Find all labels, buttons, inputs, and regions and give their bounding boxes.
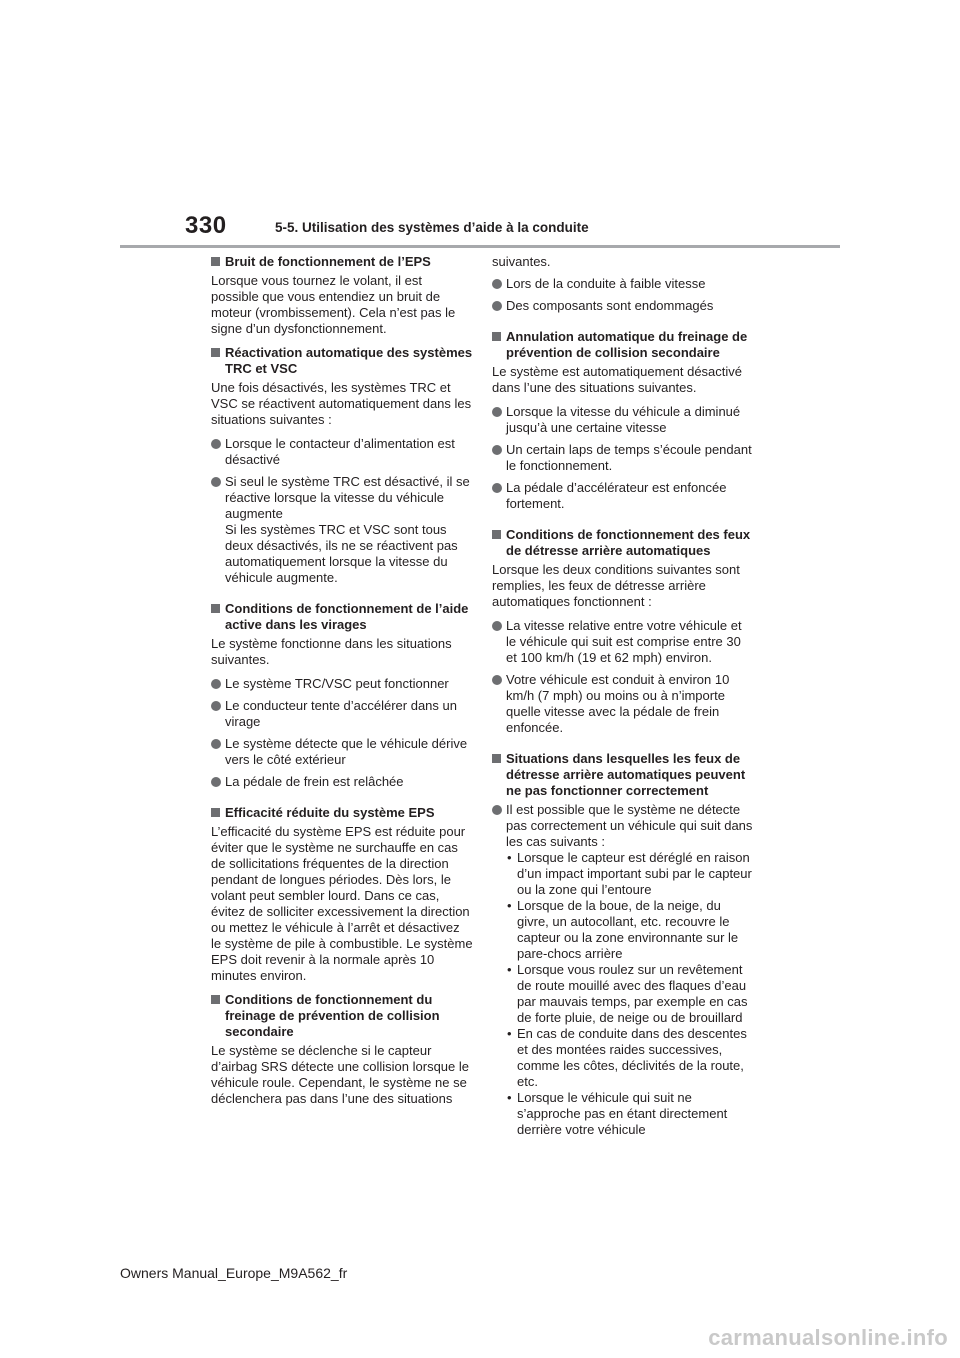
round-bullet-icon <box>492 483 502 493</box>
list-item <box>492 802 754 1138</box>
bullet-text: Un certain laps de temps s’écoule pendant le fonctionnement. <box>506 442 752 473</box>
round-bullet-icon <box>492 407 502 417</box>
bullet-text: Si seul le système TRC est désactivé, il se réactive lorsque la vitesse du véhicule augmente <box>225 474 470 521</box>
round-bullet-icon <box>492 445 502 455</box>
list-item <box>492 442 754 474</box>
round-bullet-icon <box>211 439 221 449</box>
list-item <box>492 298 754 314</box>
round-bullet-icon <box>492 675 502 685</box>
list-item <box>492 672 754 736</box>
bullet-text: Il est possible que le système ne détecte pas correctement un véhicule qui suit dans les cas suivants : <box>506 802 753 849</box>
sub-list-item: • Lorsque de la boue, de la neige, du givre, un autocollant, etc. recouvre le capteur ou la zone environnante sur le pare-chocs arrière <box>506 898 754 962</box>
page-header <box>0 0 960 250</box>
list-item <box>492 404 754 436</box>
heading-text: Conditions de fonctionnement du freinage de prévention de collision secondaire <box>225 992 440 1039</box>
heading-text: Conditions de fonctionnement des feux de détresse arrière automatiques <box>506 527 751 558</box>
list-item <box>492 276 754 292</box>
page-number: 330 <box>185 212 227 239</box>
right-column <box>492 254 754 1144</box>
round-bullet-icon <box>211 739 221 749</box>
square-bullet-icon <box>211 995 220 1004</box>
bullet-extra-text: Si les systèmes TRC et VSC sont tous deux désactivés, ils ne se réactivent pas automatiquement lorsque la vitesse du véhicule augmente. <box>225 522 458 585</box>
heading-hazard-failure <box>492 751 754 799</box>
list-item <box>211 774 473 790</box>
paragraph-trc-vsc: Une fois désactivés, les systèmes TRC et VSC se réactivent automatiquement dans les situations suivantes : <box>211 380 472 427</box>
sub-list-item: • Lorsque le véhicule qui suit ne s’approche pas en étant directement derrière votre véhicule <box>506 1090 754 1138</box>
square-bullet-icon <box>211 348 220 357</box>
section-title: 5-5. Utilisation des systèmes d’aide à la conduite <box>275 220 589 235</box>
paragraph-hazard-conditions: Lorsque les deux conditions suivantes sont remplies, les feux de détresse arrière automatiques fonctionnent : <box>492 562 740 609</box>
round-bullet-icon <box>211 777 221 787</box>
bullet-text: La vitesse relative entre votre véhicule et le véhicule qui suit est comprise entre 30 et 100 km/h (19 et 62 mph) environ. <box>506 618 742 665</box>
heading-text: Réactivation automatique des systèmes TRC et VSC <box>225 345 473 376</box>
heading-text: Efficacité réduite du système EPS <box>225 805 435 820</box>
heading-text: Bruit de fonctionnement de l’EPS <box>225 254 431 269</box>
list-item <box>492 480 754 512</box>
square-bullet-icon <box>211 257 220 266</box>
sub-list <box>506 850 754 1138</box>
heading-eps-noise <box>211 254 473 270</box>
heading-hazard-conditions <box>492 527 754 559</box>
sub-list-item: • Lorsque vous roulez sur un revêtement de route mouillé avec des flaques d’eau par mauvais temps, par exemple en cas de forte pluie, de neige ou de brouillard <box>506 962 754 1026</box>
paragraph-auto-cancel: Le système est automatiquement désactivé dans l’une des situations suivantes. <box>492 364 743 395</box>
paragraph-active-cornering: Le système fonctionne dans les situations suivantes. <box>211 636 452 667</box>
bullet-text: Le système détecte que le véhicule dérive vers le côté extérieur <box>225 736 468 767</box>
paragraph-collision-braking: Le système se déclenche si le capteur d’airbag SRS détecte une collision lorsque le véhicule roule. Cependant, le système ne se déclenchera pas dans l’une des situations <box>211 1043 469 1106</box>
heading-text: Annulation automatique du freinage de prévention de collision secondaire <box>506 329 748 360</box>
paragraph-eps-noise: Lorsque vous tournez le volant, il est possible que vous entendiez un bruit de moteur (vrombissement). Cela n’est pas le signe d’un dysfonctionnement. <box>211 273 456 336</box>
heading-text: Conditions de fonctionnement de l’aide active dans les virages <box>225 601 469 632</box>
round-bullet-icon <box>211 679 221 689</box>
round-bullet-icon <box>211 701 221 711</box>
bullet-text: Lorsque le contacteur d’alimentation est désactivé <box>225 436 455 467</box>
bullet-text: Lors de la conduite à faible vitesse <box>506 276 706 291</box>
list-item <box>211 474 473 586</box>
heading-eps-reduced <box>211 805 473 821</box>
list-item <box>211 676 473 692</box>
bullet-text: La pédale de frein est relâchée <box>225 774 404 789</box>
bullet-text: Le système TRC/VSC peut fonctionner <box>225 676 449 691</box>
bullet-text: La pédale d’accélérateur est enfoncée fortement. <box>506 480 727 511</box>
heading-collision-braking <box>211 992 473 1040</box>
paragraph-eps-reduced: L’efficacité du système EPS est réduite pour éviter que le système ne surchauffe en cas de sollicitations fréquentes de la direction pendant de longues périodes. Dès lors, le volant peut sembler lourd. Dans ce cas, évitez de solliciter excessivement la direction ou mettez le véhicule à l’arrêt et désactivez le système de pile à combustible. Le système EPS doit revenir à la normale après 10 minutes environ. <box>211 824 473 983</box>
square-bullet-icon <box>211 604 220 613</box>
header-divider <box>120 245 840 248</box>
sub-list-item: • Lorsque le capteur est déréglé en raison d’un impact important subi par le capteur ou la zone qui l’entoure <box>506 850 754 898</box>
heading-trc-vsc <box>211 345 473 377</box>
page-footer: Owners Manual_Europe_M9A562_fr <box>120 1265 348 1281</box>
round-bullet-icon <box>492 279 502 289</box>
square-bullet-icon <box>492 332 501 341</box>
round-bullet-icon <box>492 301 502 311</box>
round-bullet-icon <box>211 477 221 487</box>
round-bullet-icon <box>492 621 502 631</box>
list-item <box>211 736 473 768</box>
list-item <box>492 618 754 666</box>
bullet-text: Le conducteur tente d’accélérer dans un virage <box>225 698 457 729</box>
bullet-text: Votre véhicule est conduit à environ 10 km/h (7 mph) ou moins ou à n’importe quelle vitesse avec la pédale de frein enfoncée. <box>506 672 730 735</box>
heading-text: Situations dans lesquelles les feux de détresse arrière automatiques peuvent ne pas fonctionner correctement <box>506 751 746 798</box>
heading-active-cornering <box>211 601 473 633</box>
watermark: carmanualsonline.info <box>708 1325 948 1350</box>
heading-auto-cancel <box>492 329 754 361</box>
square-bullet-icon <box>211 808 220 817</box>
sub-list-item: • En cas de conduite dans des descentes et des montées raides successives, comme les côtes, déclivités de la route, etc. <box>506 1026 754 1090</box>
square-bullet-icon <box>492 754 501 763</box>
bullet-text: Des composants sont endommagés <box>506 298 714 313</box>
list-item <box>211 698 473 730</box>
left-column <box>211 254 473 1115</box>
list-item <box>211 436 473 468</box>
round-bullet-icon <box>492 805 502 815</box>
bullet-text: Lorsque la vitesse du véhicule a diminué jusqu’à une certaine vitesse <box>506 404 741 435</box>
square-bullet-icon <box>492 530 501 539</box>
paragraph-continued: suivantes. <box>492 254 551 269</box>
